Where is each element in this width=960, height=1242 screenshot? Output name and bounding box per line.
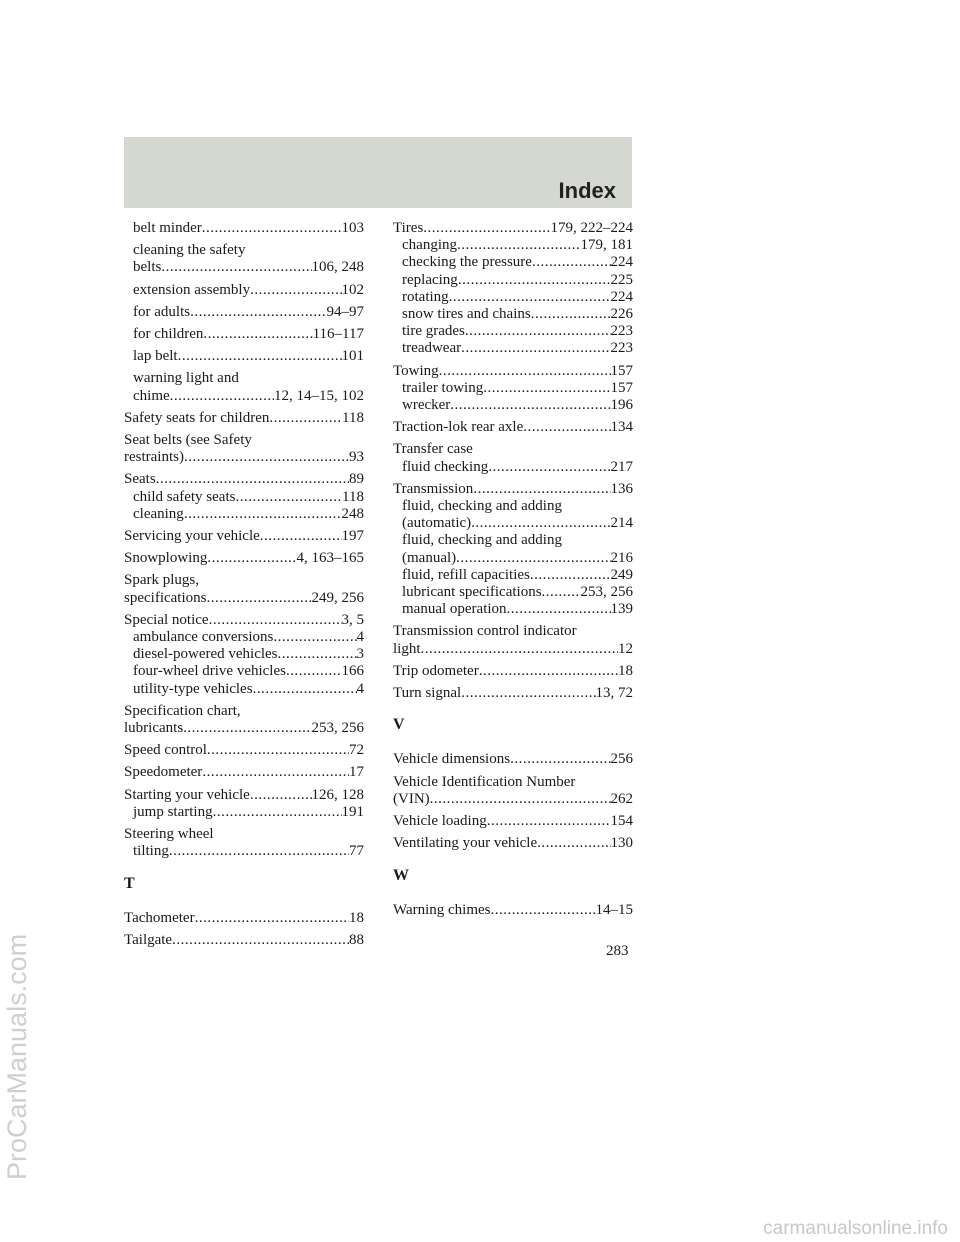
page-reference: 93: [349, 449, 364, 466]
index-subentry-line: [393, 550, 633, 567]
dot-leader: [530, 567, 611, 584]
page-reference: 154: [610, 813, 633, 830]
dot-leader: [172, 932, 349, 949]
page-reference: 3, 5: [341, 611, 364, 628]
index-entry: [393, 481, 633, 619]
index-entry: [124, 550, 364, 567]
section-title: Index: [558, 178, 616, 203]
index-entry: [393, 751, 633, 768]
index-term: fluid checking: [402, 458, 489, 475]
page-reference: 179, 181: [580, 237, 633, 254]
page-reference: 166: [341, 663, 364, 680]
dot-leader: [190, 304, 326, 321]
index-entry: [124, 282, 364, 299]
index-subentry-line: [393, 289, 633, 306]
index-term: Tachometer: [124, 909, 195, 926]
index-term: checking the pressure: [402, 254, 532, 271]
index-entry-line: [393, 835, 633, 852]
index-term: four-wheel drive vehicles: [133, 663, 286, 680]
index-term: Ventilating your vehicle: [393, 835, 538, 852]
index-subentry-line: [124, 259, 364, 276]
dot-leader: [457, 237, 581, 254]
index-term: fluid, checking and adding: [402, 532, 562, 549]
dot-leader: [465, 323, 611, 340]
page-reference: 197: [341, 528, 364, 545]
index-subentry-line: [393, 323, 633, 340]
dot-leader: [421, 641, 618, 658]
index-term: Starting your vehicle: [124, 786, 250, 803]
index-entry-line: [393, 641, 633, 658]
index-entry-line: [124, 612, 364, 629]
page-reference: 103: [341, 220, 364, 236]
index-term: Snowplowing: [124, 550, 208, 567]
page-reference: 214: [610, 515, 633, 532]
index-subentry-line: [393, 237, 633, 254]
index-entry-line: [393, 481, 633, 498]
page-reference: 13, 72: [595, 685, 633, 702]
index-entry: [393, 685, 633, 702]
dot-leader: [207, 550, 296, 567]
index-entry-line: [124, 787, 364, 804]
index-entry-line: [124, 932, 364, 949]
dot-leader: [487, 813, 611, 830]
page-reference: 157: [610, 362, 633, 379]
index-subentry-line: [393, 515, 633, 532]
dot-leader: [523, 419, 610, 436]
index-term: belt minder: [133, 220, 202, 236]
index-subentry-line: [124, 282, 364, 299]
index-entry: [124, 764, 364, 781]
index-entry-line: [124, 910, 364, 927]
page-reference: 249: [610, 566, 633, 583]
index-term: chime: [133, 387, 170, 404]
dot-leader: [206, 590, 311, 607]
page-reference: 179, 222–224: [550, 220, 633, 236]
index-entry-line: [393, 813, 633, 830]
index-term: trailer towing: [402, 379, 484, 396]
index-term: wrecker: [402, 397, 451, 414]
index-entry: [124, 242, 364, 276]
index-entry: [393, 623, 633, 657]
index-entry: [124, 528, 364, 545]
page-reference: 106, 248: [311, 259, 364, 276]
index-entry: [124, 326, 364, 343]
index-subentry-line: [124, 242, 364, 259]
index-term: cleaning: [133, 505, 184, 522]
index-term: Vehicle loading: [393, 813, 487, 830]
index-term: cleaning the safety: [133, 242, 246, 259]
index-entry-line: [124, 590, 364, 607]
dot-leader: [483, 380, 610, 397]
index-term: Safety seats for children: [124, 409, 270, 426]
index-term: tilting: [133, 843, 169, 860]
page-reference: 14–15: [595, 901, 633, 918]
index-term: Warning chimes: [393, 901, 491, 918]
dot-leader: [178, 348, 342, 365]
index-term: diesel-powered vehicles: [133, 646, 278, 663]
index-entry: [124, 471, 364, 523]
index-subentry-line: [124, 304, 364, 321]
page-reference: 249, 256: [311, 589, 364, 606]
dot-leader: [510, 751, 610, 768]
index-subentry-line: [393, 272, 633, 289]
page-reference: 17: [349, 764, 364, 781]
page-reference: 256: [610, 751, 633, 768]
index-entry: [393, 441, 633, 475]
index-term: Transmission: [393, 480, 474, 497]
index-term: snow tires and chains: [402, 306, 531, 323]
index-entry: [393, 902, 633, 919]
dot-leader: [531, 306, 611, 323]
dot-leader: [286, 663, 342, 680]
dot-leader: [202, 764, 349, 781]
index-term: light: [393, 640, 421, 657]
dot-leader: [195, 910, 349, 927]
dot-leader: [209, 612, 342, 629]
index-entry: [393, 663, 633, 680]
index-subentry-line: [393, 254, 633, 271]
index-term: Tailgate: [124, 931, 173, 948]
dot-leader: [479, 663, 618, 680]
page-reference: 191: [341, 803, 364, 820]
index-subentry-line: [393, 567, 633, 584]
index-term: Vehicle dimensions: [393, 751, 511, 768]
index-entry: [124, 432, 364, 466]
index-term: manual operation: [402, 601, 507, 618]
dot-leader: [184, 506, 342, 523]
index-term: Special notice: [124, 611, 209, 628]
index-entry-line: [124, 720, 364, 737]
page-reference: 216: [610, 549, 633, 566]
index-subentry-line: [393, 340, 633, 357]
index-term: Speedometer: [124, 764, 203, 781]
index-entry: [124, 410, 364, 427]
dot-leader: [507, 601, 611, 618]
page-reference: 118: [342, 488, 364, 505]
page-reference: 126, 128: [311, 786, 364, 803]
index-term: restraints): [124, 449, 184, 466]
index-entry: [124, 348, 364, 365]
index-subentry-line: [124, 489, 364, 506]
index-entry-line: [124, 528, 364, 545]
index-entry: [124, 787, 364, 821]
index-entry-line: [124, 826, 364, 843]
index-term: tire grades: [402, 323, 465, 340]
index-subentry-line: [124, 663, 364, 680]
page-reference: 88: [349, 931, 364, 948]
page-reference: 130: [610, 835, 633, 852]
index-term: lap belt: [133, 348, 178, 365]
index-term: Spark plugs,: [124, 572, 199, 589]
page-reference: 12: [618, 640, 633, 657]
index-term: fluid, checking and adding: [402, 498, 562, 515]
index-term: Servicing your vehicle: [124, 528, 260, 545]
index-entry-line: [124, 449, 364, 466]
index-subentry-line: [124, 629, 364, 646]
dot-leader: [250, 787, 312, 804]
page-reference: 101: [341, 348, 364, 365]
index-subentry-line: [124, 646, 364, 663]
page-reference: 4, 163–165: [296, 550, 364, 567]
index-subentry-line: [124, 681, 364, 698]
dot-leader: [273, 629, 356, 646]
index-subentry-line: [124, 506, 364, 523]
index-subentry-line: [393, 306, 633, 323]
page-reference: 136: [610, 480, 633, 497]
dot-leader: [488, 459, 610, 476]
dot-leader: [458, 272, 611, 289]
index-term: lubricant specifications: [402, 584, 542, 601]
watermark-bottom-text: carmanualsonline.info: [763, 1218, 948, 1239]
page-reference: 4: [356, 680, 364, 697]
dot-leader: [170, 388, 274, 405]
index-term: Speed control: [124, 742, 207, 759]
index-term: lubricants: [124, 720, 184, 737]
page-reference: 139: [610, 601, 633, 618]
page-reference: 12, 14–15, 102: [274, 387, 364, 404]
index-subentry-line: [393, 380, 633, 397]
index-entry: [124, 826, 364, 860]
index-term: replacing: [402, 271, 458, 288]
page-reference: 77: [349, 843, 364, 860]
index-entry: [124, 932, 364, 949]
index-column-right: [393, 220, 633, 924]
dot-leader: [537, 835, 610, 852]
index-entry: [124, 304, 364, 321]
index-entry-line: [124, 703, 364, 720]
index-term: fluid, refill capacities: [402, 566, 530, 583]
dot-leader: [491, 902, 596, 919]
index-subentry-line: [124, 326, 364, 343]
dot-leader: [203, 326, 312, 343]
page-reference: 224: [610, 288, 633, 305]
dot-leader: [253, 681, 357, 698]
index-subentry-line: [393, 498, 633, 515]
index-subentry-line: [124, 388, 364, 405]
dot-leader: [207, 742, 349, 759]
index-entry: [393, 220, 633, 358]
index-entry: [124, 910, 364, 927]
index-term: changing: [402, 237, 457, 254]
index-subentry-line: [124, 220, 364, 237]
index-subentry-line: [124, 370, 364, 387]
page-reference: 196: [610, 397, 633, 414]
index-subentry-line: [393, 397, 633, 414]
index-entry-line: [393, 791, 633, 808]
index-term: Towing: [393, 362, 439, 379]
index-term: warning light and: [133, 370, 239, 387]
index-term: specifications: [124, 589, 207, 606]
page-reference: 134: [610, 419, 633, 436]
page-reference: 223: [610, 340, 633, 357]
index-term: Transmission control indicator: [393, 623, 577, 640]
index-entry: [124, 742, 364, 759]
dot-leader: [473, 481, 610, 498]
index-entry-line: [124, 764, 364, 781]
page-number: 283: [606, 943, 629, 959]
index-entry-line: [124, 410, 364, 427]
index-subentry-line: [393, 459, 633, 476]
index-entry: [393, 363, 633, 415]
index-term: Seats: [124, 471, 156, 488]
dot-leader: [423, 220, 550, 237]
dot-leader: [449, 289, 611, 306]
index-entry-line: [393, 774, 633, 791]
index-entry-line: [393, 220, 633, 237]
index-entry-line: [124, 550, 364, 567]
dot-leader: [169, 843, 349, 860]
dot-leader: [184, 449, 349, 466]
index-term: child safety seats: [133, 488, 236, 505]
page-reference: 217: [610, 458, 633, 475]
index-entry-line: [124, 432, 364, 449]
dot-leader: [471, 515, 610, 532]
index-term: Tires: [393, 220, 424, 236]
index-term: Trip odometer: [393, 662, 479, 679]
dot-leader: [183, 720, 311, 737]
page-reference: 223: [610, 323, 633, 340]
index-subentry-line: [124, 804, 364, 821]
dot-leader: [260, 528, 342, 545]
dot-leader: [439, 363, 611, 380]
page-reference: 253, 256: [580, 584, 633, 601]
section-header-band: [124, 137, 632, 208]
index-term: Traction-lok rear axle: [393, 419, 524, 436]
index-column-left: [124, 220, 364, 954]
index-section-letter: T: [124, 874, 135, 892]
dot-leader: [250, 282, 341, 299]
watermark-side-text: ProCarManuals.com: [2, 933, 32, 1180]
index-entry-line: [393, 902, 633, 919]
index-entry: [393, 835, 633, 852]
page-reference: 262: [610, 790, 633, 807]
page-reference: 116–117: [312, 326, 364, 343]
index-term: for adults: [133, 303, 191, 320]
index-term: Seat belts (see Safety: [124, 432, 252, 449]
index-entry: [124, 703, 364, 737]
index-term: utility-type vehicles: [133, 680, 253, 697]
index-term: treadwear: [402, 340, 462, 357]
page-reference: 89: [349, 471, 364, 488]
dot-leader: [456, 550, 610, 567]
index-term: (VIN): [393, 790, 430, 807]
index-subentry-line: [393, 584, 633, 601]
index-entry-line: [124, 471, 364, 488]
dot-leader: [430, 791, 611, 808]
index-entry: [124, 370, 364, 404]
page-reference: 3: [356, 646, 364, 663]
page-reference: 94–97: [326, 303, 364, 320]
index-subentry-line: [393, 532, 633, 549]
index-term: Vehicle Identification Number: [393, 773, 576, 790]
index-term: jump starting: [133, 803, 213, 820]
dot-leader: [161, 259, 311, 276]
index-term: ambulance conversions: [133, 629, 274, 646]
page-reference: 72: [349, 742, 364, 759]
dot-leader: [235, 489, 342, 506]
index-term: Turn signal: [393, 685, 462, 702]
index-subentry-line: [124, 348, 364, 365]
index-entry-line: [393, 685, 633, 702]
page-reference: 224: [610, 254, 633, 271]
page-reference: 118: [342, 409, 364, 426]
index-term: belts: [133, 259, 162, 276]
index-section-letter: W: [393, 866, 409, 884]
dot-leader: [450, 397, 610, 414]
index-entry-line: [393, 441, 633, 458]
index-entry-line: [393, 751, 633, 768]
dot-leader: [461, 685, 595, 702]
dot-leader: [532, 254, 611, 271]
index-entry-line: [393, 419, 633, 436]
index-term: Steering wheel: [124, 826, 214, 843]
index-term: extension assembly: [133, 281, 251, 298]
index-term: Transfer case: [393, 441, 473, 458]
page-reference: 102: [341, 281, 364, 298]
index-entry-line: [393, 623, 633, 640]
index-entry: [124, 572, 364, 606]
dot-leader: [213, 804, 342, 821]
index-entry: [124, 612, 364, 698]
index-entry: [393, 419, 633, 436]
dot-leader: [461, 340, 610, 357]
page-reference: 18: [349, 909, 364, 926]
page-reference: 253, 256: [311, 720, 364, 737]
dot-leader: [202, 220, 342, 237]
index-term: rotating: [402, 288, 449, 305]
index-term: (automatic): [402, 515, 472, 532]
index-entry-line: [393, 363, 633, 380]
index-subentry-line: [124, 843, 364, 860]
page-reference: 4: [356, 629, 364, 646]
page-reference: 248: [341, 505, 364, 522]
index-term: Specification chart,: [124, 702, 241, 719]
dot-leader: [269, 410, 342, 427]
page-reference: 226: [610, 306, 633, 323]
dot-leader: [156, 471, 349, 488]
index-entry-line: [124, 572, 364, 589]
index-entry: [393, 774, 633, 808]
index-term: (manual): [402, 549, 457, 566]
dot-leader: [542, 584, 581, 601]
index-entry: [124, 220, 364, 237]
index-entry: [393, 813, 633, 830]
index-entry-line: [393, 663, 633, 680]
page-reference: 157: [610, 379, 633, 396]
index-subentry-line: [393, 601, 633, 618]
page-reference: 225: [610, 271, 633, 288]
dot-leader: [278, 646, 357, 663]
index-entry-line: [124, 742, 364, 759]
index-term: for children: [133, 326, 204, 343]
index-section-letter: V: [393, 716, 405, 734]
page-reference: 18: [618, 662, 633, 679]
